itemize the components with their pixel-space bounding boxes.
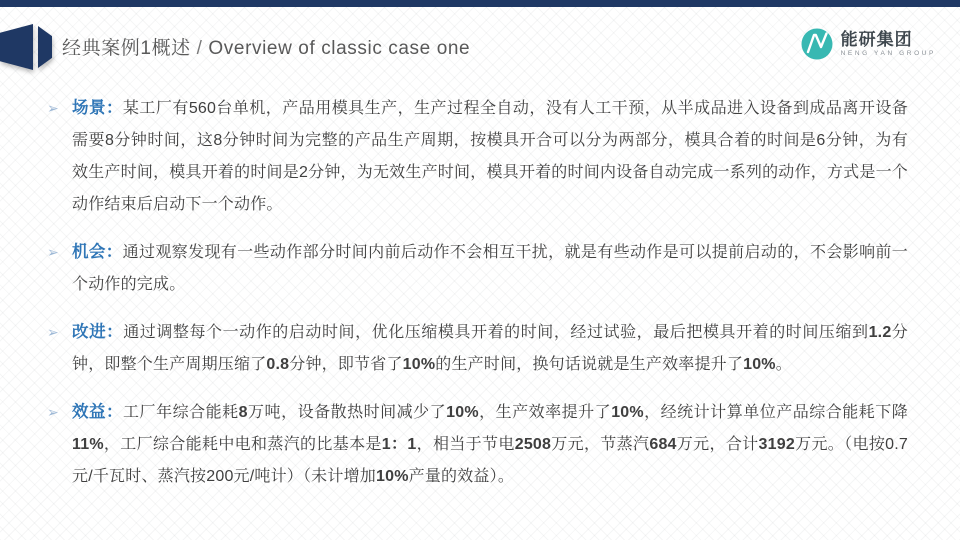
bullet-item-3 [47, 316, 908, 381]
bullet-text-segment: 2508 [514, 436, 552, 453]
slide-header [0, 7, 960, 91]
bullet-text-segment: 的生产时间，换句话说就是生产效率提升了 [435, 356, 744, 373]
bullet-text-segment: ，经统计计算单位产品综合能耗下降 [643, 404, 908, 421]
company-logo [800, 27, 936, 61]
bullet-text-segment: 万元，合计 [676, 436, 759, 453]
top-accent-bar [0, 0, 960, 7]
logo-name-zh: 能研集团 [840, 29, 913, 49]
bullet-text-segment: 10% [611, 404, 644, 421]
bullet-text-segment: 通过调整每个一动作的启动时间，优化压缩模具开着的时间，经过试验，最后把模具开着的时间压缩到 [123, 324, 869, 341]
bullet-item-4 [47, 396, 909, 493]
ribbon-small-shape [38, 26, 52, 68]
bullet-arrow-icon: ➢ [47, 404, 59, 420]
bullet-text-segment: 万元。（电按0.7元/千瓦时、蒸汽按200元/吨计）（未计增加 [72, 436, 909, 485]
bullet-label: 改进： [72, 323, 124, 341]
bullet-text-segment: 。 [775, 356, 792, 373]
bullet-text-segment: 3192 [758, 436, 795, 453]
bullet-text-segment: ，生产效率提升了 [478, 404, 612, 421]
bullet-item-1 [47, 92, 908, 221]
bullet-label: 机会： [72, 243, 123, 261]
bullet-text-segment: 1.2 [868, 324, 892, 341]
logo-name-en: NENG YAN GROUP [840, 49, 936, 57]
bullet-text-segment: 11% [72, 436, 104, 453]
bullet-text-segment: 工厂年综合能耗 [123, 404, 239, 421]
bullet-text-segment: 684 [649, 436, 677, 453]
page-title-separator: / [190, 38, 209, 59]
bullet-text-segment: 万吨，设备散热时间减少了 [247, 404, 447, 421]
bullet-arrow-icon: ➢ [47, 100, 59, 116]
bullet-text-segment: 10% [446, 404, 479, 421]
bullet-text-segment: 8 [238, 404, 248, 421]
bullet-text-segment: 10% [376, 468, 409, 485]
bullet-text-segment: 10% [402, 356, 436, 373]
bullet-text-segment: 产量的效益）。 [408, 468, 515, 485]
bullet-text-segment: 分钟，即节省了 [289, 356, 403, 373]
bullet-text-segment: 某工厂有560台单机，产品用模具生产，生产过程全自动，没有人工干预，从半成品进入设备到成品离开设备需要8分钟时间，这8分钟时间为完整的产品生产周期，按模具开合可以分为两部分，模具合着的时间是6分钟，为有效生产时间，模具开着的时间是2分钟，为无效生产时间，模具开着的时间内设备自动完成一系列的动作，方式是一个动作结束后启动下一个动作。 [72, 100, 908, 213]
bullet-text-segment: 0.8 [266, 356, 290, 373]
page-title-zh: 经典案例1概述 [62, 38, 191, 59]
bullet-arrow-icon: ➢ [47, 244, 59, 260]
ribbon-large-shape [0, 24, 33, 70]
bullet-text-segment: ，工厂综合能耗中电和蒸汽的比基本是 [103, 436, 382, 453]
logo-text [841, 31, 936, 58]
page-title-en: Overview of classic case one [208, 38, 471, 59]
bullet-arrow-icon: ➢ [47, 324, 59, 340]
bullet-text-segment: 10% [743, 356, 776, 373]
bullet-text-segment: 万元，节蒸汽 [551, 436, 650, 453]
bullet-text-segment: ，相当于节电 [416, 436, 515, 453]
ribbon-decoration-icon [0, 24, 62, 70]
logo-circle-n-icon [800, 27, 834, 61]
bullet-text-segment: 1：1 [381, 436, 417, 453]
bullet-label: 效益： [72, 403, 124, 421]
bullet-text-segment: 分钟，即整个生产周期压缩了 [72, 324, 908, 373]
page-title [62, 33, 470, 60]
bullet-label: 场景： [72, 99, 123, 117]
bullet-text-segment: 通过观察发现有一些动作部分时间内前后动作不会相互干扰，就是有些动作是可以提前启动的，不会影响前一个动作的完成。 [72, 244, 908, 293]
bullet-list [0, 92, 960, 508]
bullet-item-2 [47, 236, 908, 301]
